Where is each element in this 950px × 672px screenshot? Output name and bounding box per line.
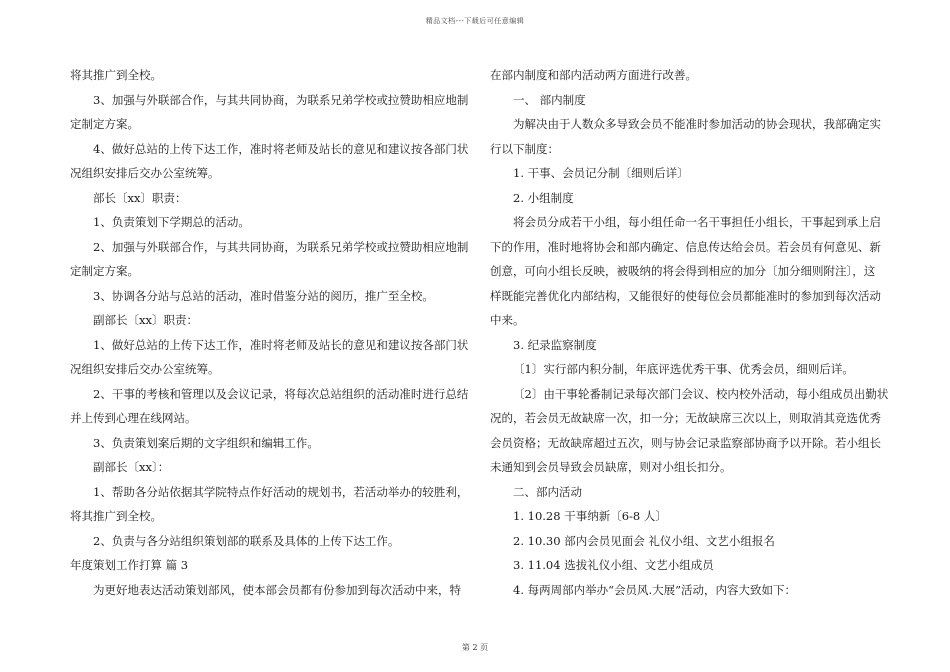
text-line: 会员资格；无故缺席超过五次，则与协会记录监察部协商予以开除。若小组长 bbox=[490, 435, 881, 450]
text-line: 副部长〔xx〕职责： bbox=[93, 313, 198, 327]
text-line: 将其推广到全校。 bbox=[70, 68, 162, 82]
text-line: 为解决由于人数众多导致会员不能准时参加活动的协会现状，我部确定实 bbox=[513, 117, 881, 131]
text-line: 1、负责策划下学期总的活动。 bbox=[93, 215, 250, 229]
text-line: 将其推广到全校。 bbox=[70, 509, 162, 523]
text-line: 行以下制度： bbox=[490, 141, 559, 156]
text-line: 况组织安排后交办公室统筹。 bbox=[70, 362, 220, 376]
text-line: 1. 干事、会员记分制〔细则后详〕 bbox=[513, 166, 689, 180]
text-line: 年度策划工作打算 篇 3 bbox=[70, 558, 189, 572]
text-line: 在部内制度和部内活动两方面进行改善。 bbox=[490, 68, 697, 82]
text-line: 样既能完善优化内部结构，又能很好的使每位会员都能准时的参加到每次活动 bbox=[490, 288, 881, 303]
text-line: 2、干事的考核和管理以及会议记录，将每次总站组织的活动准时进行总结 bbox=[93, 386, 469, 401]
text-line: 1、做好总站的上传下达工作，准时将老师及站长的意见和建议按各部门状 bbox=[93, 337, 469, 352]
text-line: 副部长〔xx〕： bbox=[93, 460, 170, 474]
text-line: 定制定方案。 bbox=[70, 264, 139, 278]
text-line: 3. 纪录监察制度 bbox=[513, 337, 597, 352]
text-line: 下的作用，准时地将协会和部内确定、信息传达给会员。若会员有何意见、新 bbox=[490, 239, 881, 254]
text-line: 4. 每两周部内举办“会员风.大展”活动，内容大致如下： bbox=[513, 582, 797, 597]
text-line: 1、帮助各分站依据其学院特点作好活动的规划书，若活动举办的较胜利， bbox=[93, 484, 469, 499]
text-line: 二、部内活动 bbox=[513, 484, 582, 499]
text-line: 2、负责与各分站组织策划部的联系及具体的上传下达工作。 bbox=[93, 533, 400, 548]
page-header: 精品文档---下载后可任意编辑 bbox=[425, 17, 525, 25]
text-line: 4、做好总站的上传下达工作，准时将老师及站长的意见和建议按各部门状 bbox=[93, 141, 469, 156]
right-column bbox=[490, 63, 890, 602]
text-line: 部长〔xx〕职责： bbox=[93, 190, 187, 205]
page-number: 第 2 页 bbox=[461, 643, 489, 652]
text-line: 3、协调各分站与总站的活动，准时借鉴分站的阅历，推广至全校。 bbox=[93, 288, 434, 303]
text-line: 2、加强与外联部合作，与其共同协商，为联系兄弟学校或拉赞助相应地制 bbox=[93, 239, 469, 254]
text-line: 2. 小组制度 bbox=[513, 190, 574, 205]
text-line: 况组织安排后交办公室统筹。 bbox=[70, 166, 220, 180]
text-line: 一、 部内制度 bbox=[513, 92, 586, 107]
text-line: 3、加强与外联部合作，与其共同协商，为联系兄弟学校或拉赞助相应地制 bbox=[93, 92, 469, 107]
text-line: 为更好地表达活动策划部风，使本部会员都有份参加到每次活动中来，特 bbox=[93, 582, 461, 597]
text-line: 未通知到会员导致会员缺席，则对小组长扣分。 bbox=[490, 460, 732, 474]
left-column bbox=[70, 63, 470, 602]
text-line: 中来。 bbox=[490, 313, 525, 327]
text-line: 并上传到心理在线网站。 bbox=[70, 411, 197, 425]
text-line: 〔1〕实行部内积分制，年底评选优秀干事、优秀会员，细则后详。 bbox=[513, 362, 854, 376]
text-line: 〔2〕由干事轮番制记录每次部门会议、校内校外活动，每小组成员出勤状 bbox=[513, 386, 889, 401]
text-line: 创意，可向小组长反映，被吸纳的将会得到相应的加分〔加分细则附注〕，这 bbox=[490, 264, 876, 278]
text-line: 3、负责策划案后期的文字组织和编辑工作。 bbox=[93, 435, 319, 450]
text-line: 将会员分成若干小组，每小组任命一名干事担任小组长，干事起到承上启 bbox=[513, 215, 881, 229]
text-line: 1. 10.28 干事纳新〔6-8 人〕 bbox=[513, 509, 667, 523]
text-line: 定制定方案。 bbox=[70, 117, 139, 131]
text-line: 3. 11.04 选拔礼仪小组、文艺小组成员 bbox=[513, 558, 714, 572]
text-line: 2. 10.30 部内会员见面会 礼仪小组、文艺小组报名 bbox=[513, 533, 775, 548]
text-line: 况的，若会员无故缺席一次，扣一分；无故缺席三次以上，则取消其竞选优秀 bbox=[490, 411, 881, 425]
